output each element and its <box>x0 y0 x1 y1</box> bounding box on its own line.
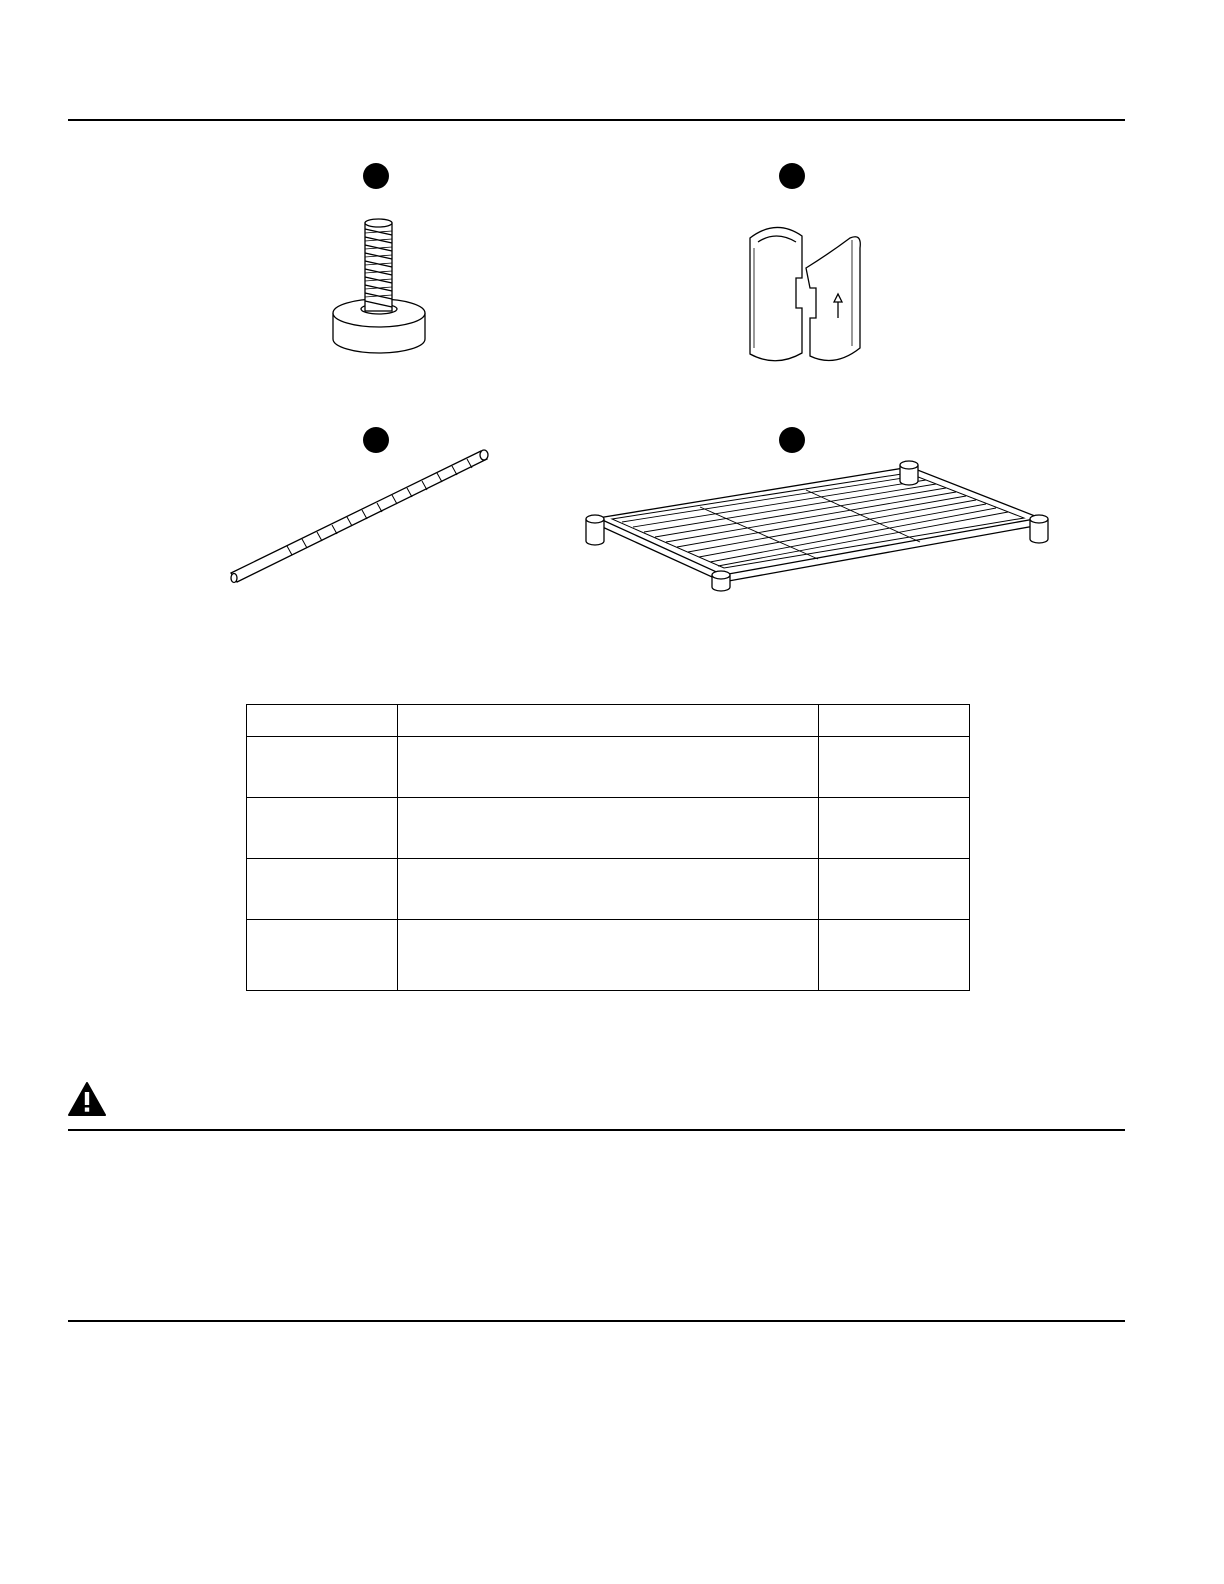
leveling-foot-illustration <box>325 215 435 360</box>
table-cell <box>398 737 819 798</box>
wire-shelf-illustration <box>578 455 1053 595</box>
post-illustration <box>225 443 495 588</box>
parts-table <box>246 704 970 991</box>
table-row <box>247 859 970 920</box>
table-cell <box>398 920 819 991</box>
table-row <box>247 920 970 991</box>
warning-triangle-icon <box>68 1081 106 1122</box>
table-cell <box>819 859 970 920</box>
table-cell <box>247 737 398 798</box>
table-header-cell <box>398 705 819 737</box>
bottom-rule <box>68 1320 1125 1322</box>
table-row <box>247 737 970 798</box>
table-cell <box>398 798 819 859</box>
table-cell <box>398 859 819 920</box>
part-badge-b <box>779 163 805 189</box>
warning-rule <box>68 1129 1125 1131</box>
part-badge-d <box>779 427 805 453</box>
table-header-row <box>247 705 970 737</box>
table-cell <box>819 920 970 991</box>
top-rule <box>68 119 1125 121</box>
table-header-cell <box>247 705 398 737</box>
table-cell <box>247 920 398 991</box>
part-badge-a <box>363 163 389 189</box>
table-header-cell <box>819 705 970 737</box>
table-row <box>247 798 970 859</box>
table-cell <box>247 798 398 859</box>
table-cell <box>247 859 398 920</box>
split-sleeve-illustration <box>740 218 870 368</box>
table-cell <box>819 798 970 859</box>
table-cell <box>819 737 970 798</box>
